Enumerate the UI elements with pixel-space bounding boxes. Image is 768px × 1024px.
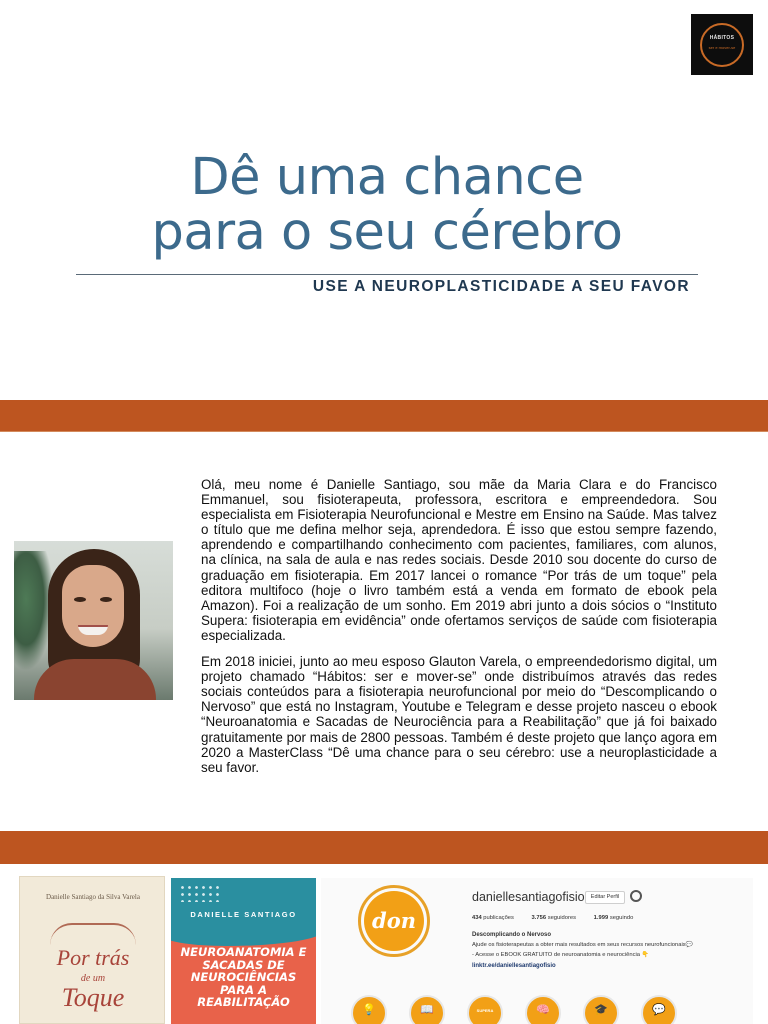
stat-following[interactable]: 1.999 seguindo [593, 915, 634, 921]
edit-profile-button[interactable]: Editar Perfil [585, 891, 625, 904]
ebook-wave [171, 918, 316, 946]
instagram-bio-line-2: - Acesse o EBOOK GRATUITO de neuroanatomia e neurociência 👇 [472, 952, 649, 958]
ebook-dots-pattern [179, 884, 219, 902]
title-line-2: para o seu cérebro [151, 203, 623, 262]
logo-brand: HÁBITOS [709, 35, 735, 41]
page-title [76, 150, 698, 260]
lightbulb-icon: 💡 [362, 1004, 376, 1016]
highlight-supera-label: SUPERA [476, 1008, 494, 1013]
orange-band-bottom [0, 831, 768, 864]
band-top-edge [0, 431, 768, 432]
gear-icon[interactable] [630, 890, 642, 902]
portrait-shoulders [34, 659, 156, 700]
ebook-title: NEUROANATOMIA E SACADAS DE NEUROCIÊNCIAS PARA A REABILITAÇÃO [180, 945, 307, 1009]
instagram-profile [321, 878, 753, 1024]
portrait-eye-right [100, 597, 112, 602]
orange-band-top [0, 400, 768, 432]
instagram-display-name: Descomplicando o Nervoso [472, 932, 552, 938]
book-title-part1: Por trás [56, 945, 130, 970]
ebook-cover-neuroanatomia [171, 878, 316, 1024]
book-icon: 📖 [420, 1004, 434, 1016]
instagram-username: daniellesantiagofisio [472, 890, 585, 904]
bio-paragraph-2: Em 2018 iniciei, junto ao meu esposo Glauton Varela, o empreendedorismo digital, um projeto chamado “Hábitos: ser e mover-se” onde distribuímos através das redes sociais conteúdos para a fisioterapia neurofuncional por meio do “Descomplicando o Nervoso” que está no Instagram, Youtube e Telegram e desse projeto nasceu o ebook “Neuroanatomia e Sacadas de Neurociência para a Reabilitação” que já foi baixado gratuitamente por mais de 2800 pessoas. Também é deste projeto que lanço agora em 2020 a MasterClass “Dê uma chance para o seu cérebro: use a neuroplasticidade a seu favor. [201, 654, 717, 775]
book-title-part3: Toque [61, 983, 125, 1012]
title-divider [76, 274, 698, 275]
speech-bubble-icon: 💬 [652, 1004, 666, 1016]
author-bio [201, 477, 717, 786]
habitos-logo [691, 14, 753, 75]
stat-followers[interactable]: 3.756 seguidores [531, 915, 577, 921]
stat-posts: 434 publicações [472, 915, 514, 921]
brain-icon: 🧠 [536, 1004, 550, 1016]
instagram-bio-line-1: Ajude os fisioterapeutas a obter mais resultados em seus recursos neurofuncionais💬 [472, 942, 693, 948]
book-author: Danielle Santiago da Silva Varela [46, 893, 140, 901]
instagram-bio-link[interactable]: linktr.ee/daniellesantiagofisio [472, 963, 556, 969]
avatar-logo-text: don [372, 908, 416, 933]
graduation-icon: 🎓 [594, 1004, 608, 1016]
instagram-stats [472, 915, 649, 921]
title-line-1: Dê uma chance [190, 148, 584, 207]
page-subtitle: USE A NEUROPLASTICIDADE A SEU FAVOR [312, 278, 690, 295]
book-ornament [50, 923, 136, 945]
logo-tagline: ser e mover-se [708, 45, 736, 50]
bio-paragraph-1: Olá, meu nome é Danielle Santiago, sou mãe da Maria Clara e do Francisco Emmanuel, sou fisioterapeuta, professora, escritora e empreendedora. Sou especialista em Fisioterapia Neurofuncional e Mestre em Ensino na Saúde. Mas talvez o título que me defina melhor seja, aprendedora. É isso que estou sempre fazendo, aprendendo e compartilhando conhecimento com pacientes, familiares, com alunos, na clínica, na sala de aula e nas redes sociais. Desde 2010 sou docente do curso de graduação em fisioterapia. Em 2017 lancei o romance “Por trás de um toque” pela editora multifoco (hoje o livro também está a venda em formato de ebook pela Amazon). Foi a realização de um sonho. Em 2019 abri junto a dois sócios o “Instituto Supera: fisioterapia em evidência” onde ofertamos serviços de saúde com fisioterapia especializada. [201, 477, 717, 643]
portrait-eye-left [74, 597, 86, 602]
book-title-part2: de um [80, 973, 106, 984]
ebook-author: DANIELLE SANTIAGO [190, 910, 297, 919]
author-portrait [14, 541, 173, 700]
book-cover-por-tras [19, 876, 165, 1024]
